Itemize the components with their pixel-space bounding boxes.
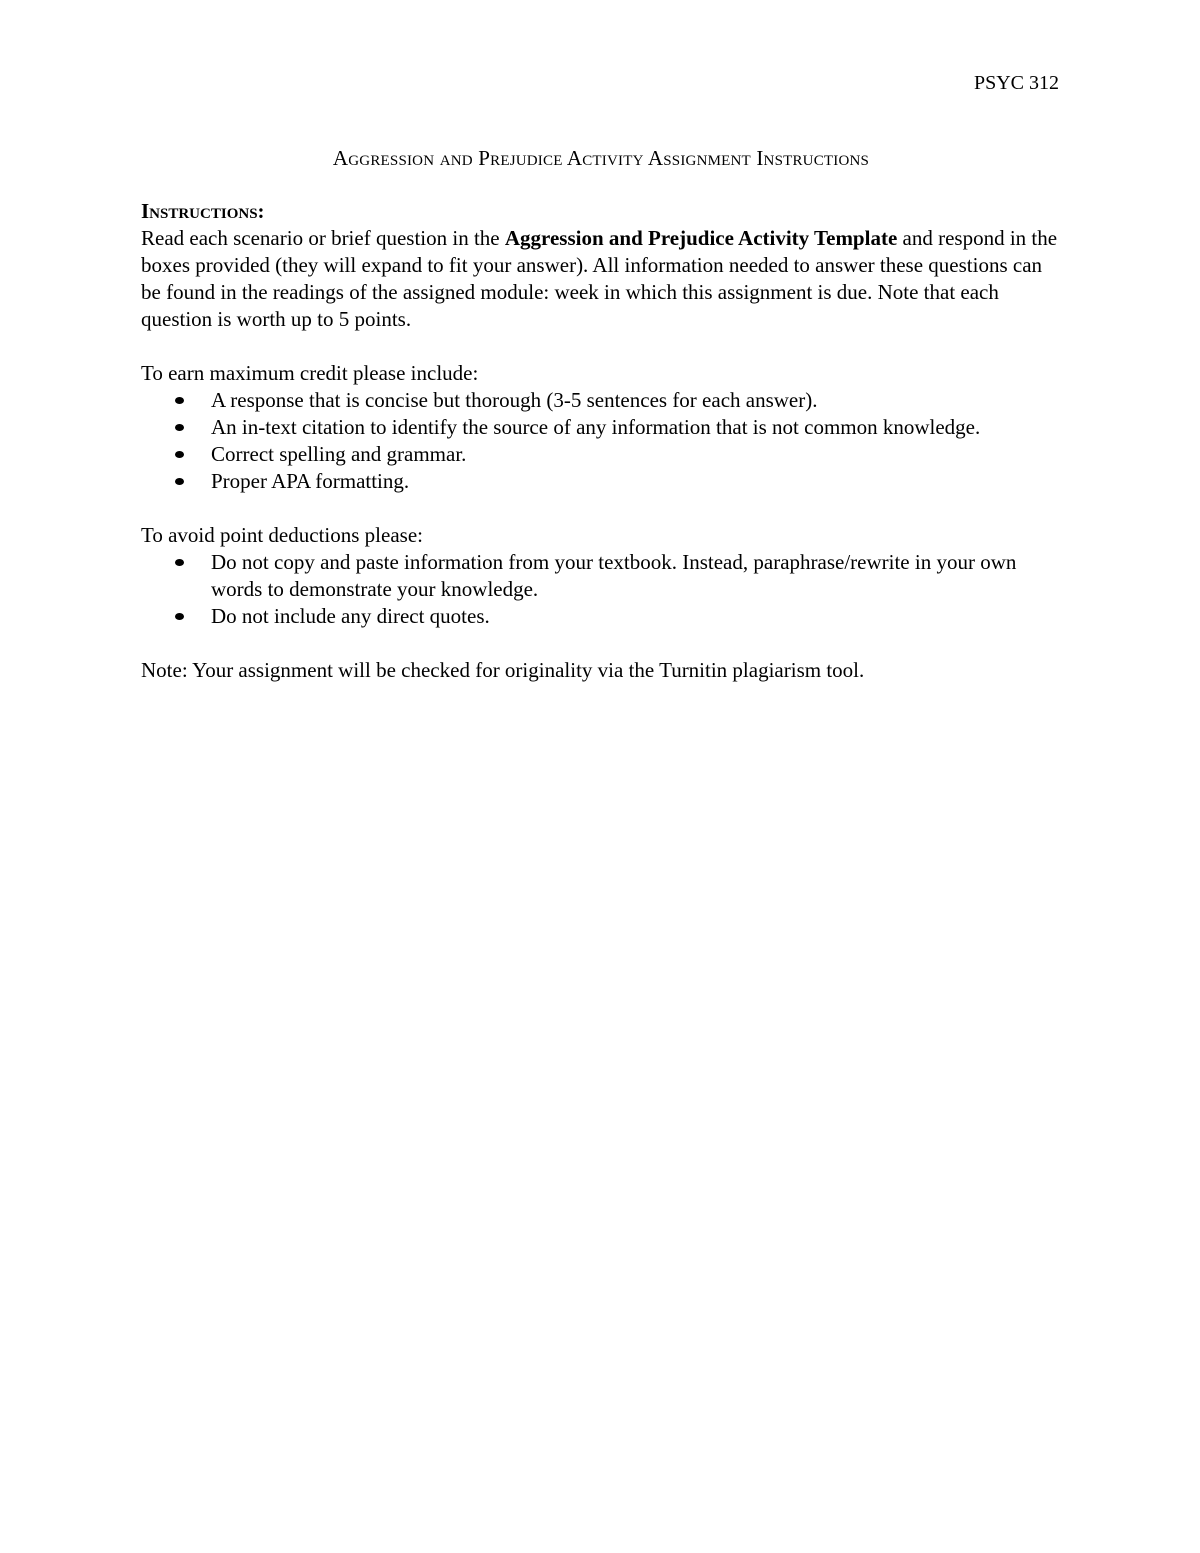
document-title: Aggression and Prejudice Activity Assignment Instructions [332,146,870,170]
template-name: Aggression and Prejudice Activity Template [504,226,898,250]
list-item-text: A response that is concise but thorough (3-5 sentences for each answer). [211,388,818,412]
list-item [211,387,1061,414]
bullet-icon [175,451,184,458]
deductions-list [141,549,1061,630]
spacer [141,495,1061,522]
document-body [141,144,1061,684]
list-item [211,441,1061,468]
list-item [211,603,1061,630]
course-code: PSYC 312 [973,72,1059,94]
bullet-icon [175,559,184,566]
list-item-text: Correct spelling and grammar. [211,442,467,466]
list-item-text: Proper APA formatting. [211,469,410,493]
deductions-lead: To avoid point deductions please: [141,523,423,547]
list-item-text: Do not copy and paste information from your textbook. Instead, paraphrase/rewrite in your own words to demonstrate your knowledge. [211,550,1017,601]
bullet-icon [175,613,184,620]
spacer [141,333,1061,360]
instructions-heading: Instructions: [141,199,265,223]
bullet-icon [175,424,184,431]
list-item-text: Do not include any direct quotes. [211,604,490,628]
list-item-text: An in-text citation to identify the source of any information that is not common knowledge. [211,415,981,439]
max-credit-lead: To earn maximum credit please include: [141,361,479,385]
list-item [211,414,1061,441]
bullet-icon [175,397,184,404]
bullet-icon [175,478,184,485]
list-item [211,468,1061,495]
instructions-text-end: and respond in the boxes provided (they will expand to fit your answer). All information needed to answer these questions can be found in the readings of the assigned module: week in which this assignment is due. Note that each question is worth up to 5 points. [141,226,1058,331]
list-item [211,549,1061,603]
instructions-text-start: Read each scenario or brief question in the [141,226,505,250]
spacer [141,630,1061,657]
max-credit-list [141,387,1061,495]
originality-note: Note: Your assignment will be checked for originality via the Turnitin plagiarism tool. [141,658,865,682]
instructions-paragraph [141,225,1061,333]
